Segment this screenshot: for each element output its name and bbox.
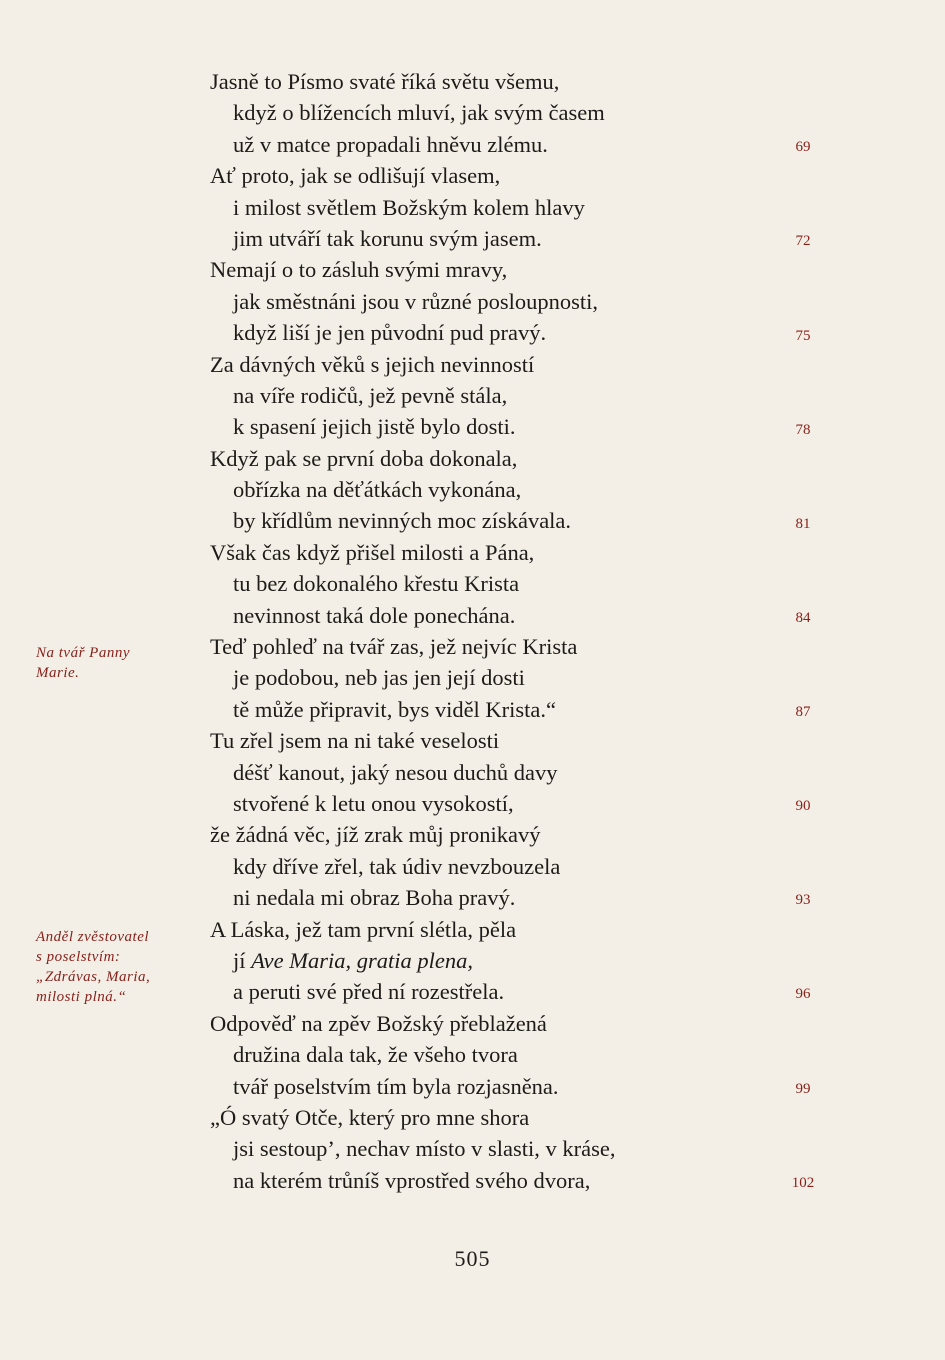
verse-line: tě může připravit, bys viděl Krista.“ (233, 696, 557, 722)
verse-line: déšť kanout, jaký nesou duchů davy (233, 759, 558, 785)
verse-line: kdy dříve zřel, tak údiv nevzbouzela (233, 853, 561, 879)
verse-line: Nemají o to zásluh svými mravy, (210, 257, 508, 283)
gloss-line: Anděl zvěstovatel (36, 929, 150, 945)
margin-gloss (36, 927, 196, 1007)
verse-line: když o blížencích mluví, jak svým časem (233, 100, 605, 126)
verse-line: a peruti své před ní rozestřela. (233, 979, 505, 1005)
verse-line: tu bez dokonalého křestu Krista (233, 571, 520, 597)
line-number: 84 (795, 610, 811, 626)
verse-line: Když pak se první doba dokonala, (210, 445, 518, 471)
verse-line: k spasení jejich jistě bylo dosti. (233, 414, 516, 440)
gloss-line: Na tvář Panny (36, 645, 130, 661)
gloss-line: milosti plná.“ (36, 989, 127, 1005)
line-number: 102 (791, 1175, 815, 1191)
verse-line: Tu zřel jsem na ni také veselosti (210, 728, 500, 754)
verse-line: stvořené k letu onou vysokostí, (233, 790, 514, 816)
line-number: 87 (795, 704, 811, 720)
verse-line: je podobou, neb jas jen její dosti (233, 665, 525, 691)
verse-line: Odpověď na zpěv Božský přeblažená (210, 1010, 547, 1036)
page-number: 505 (454, 1246, 491, 1271)
verse-line: jim utváří tak korunu svým jasem. (233, 225, 542, 251)
gloss-line: Marie. (36, 665, 80, 681)
line-number: 75 (795, 328, 811, 344)
verse-line: na víře rodičů, jež pevně stála, (233, 382, 508, 408)
line-number: 81 (795, 516, 811, 532)
verse-line (210, 945, 770, 976)
line-number: 72 (795, 233, 811, 249)
line-number: 93 (795, 892, 811, 908)
verse-line: by křídlům nevinných moc získávala. (233, 508, 572, 534)
line-number: 69 (795, 139, 811, 155)
verse-line: nevinnost taká dole ponechána. (233, 602, 516, 628)
line-number: 90 (795, 798, 811, 814)
line-number: 99 (795, 1081, 811, 1097)
verse-line: družina dala tak, že všeho tvora (233, 1042, 518, 1068)
verse-text: jí (233, 947, 252, 973)
margin-gloss (36, 643, 196, 683)
verse-line: i milost světlem Božským kolem hlavy (233, 194, 585, 220)
verse-line: Ať proto, jak se odlišují vlasem, (210, 163, 501, 189)
verse-block (210, 66, 770, 1196)
verse-line: jak směstnáni jsou v různé posloupnosti, (233, 288, 598, 314)
verse-line: Však čas když přišel milosti a Pána, (210, 539, 535, 565)
gloss-line: s poselstvím: (36, 949, 121, 965)
verse-line: když liší je jen původní pud pravý. (233, 320, 547, 346)
verse-line: že žádná věc, jíž zrak můj pronikavý (210, 822, 541, 848)
verse-line: Za dávných věků s jejich nevinností (210, 351, 535, 377)
verse-line: A Láska, jež tam první slétla, pěla (210, 916, 517, 942)
verse-line: tvář poselstvím tím byla rozjasněna. (233, 1073, 559, 1099)
line-number: 78 (795, 422, 811, 438)
line-number: 96 (795, 986, 811, 1002)
verse-line: ni nedala mi obraz Boha pravý. (233, 885, 516, 911)
latin-quote: Ave Maria, gratia plena, (251, 947, 473, 973)
verse-line: obřízka na děťátkách vykonána, (233, 477, 522, 503)
gloss-line: „Zdrávas, Maria, (36, 969, 151, 985)
verse-line: jsi sestoup’, nechav místo v slasti, v kráse, (233, 1136, 616, 1162)
verse-line: Jasně to Písmo svaté říká světu všemu, (210, 69, 560, 94)
verse-line: Teď pohleď na tvář zas, jež nejvíc Krista (210, 634, 578, 660)
verse-line: na kterém trůníš vprostřed svého dvora, (233, 1167, 591, 1193)
verse-line: „Ó svatý Otče, který pro mne shora (210, 1104, 530, 1130)
verse-line: už v matce propadali hněvu zlému. (233, 131, 548, 157)
